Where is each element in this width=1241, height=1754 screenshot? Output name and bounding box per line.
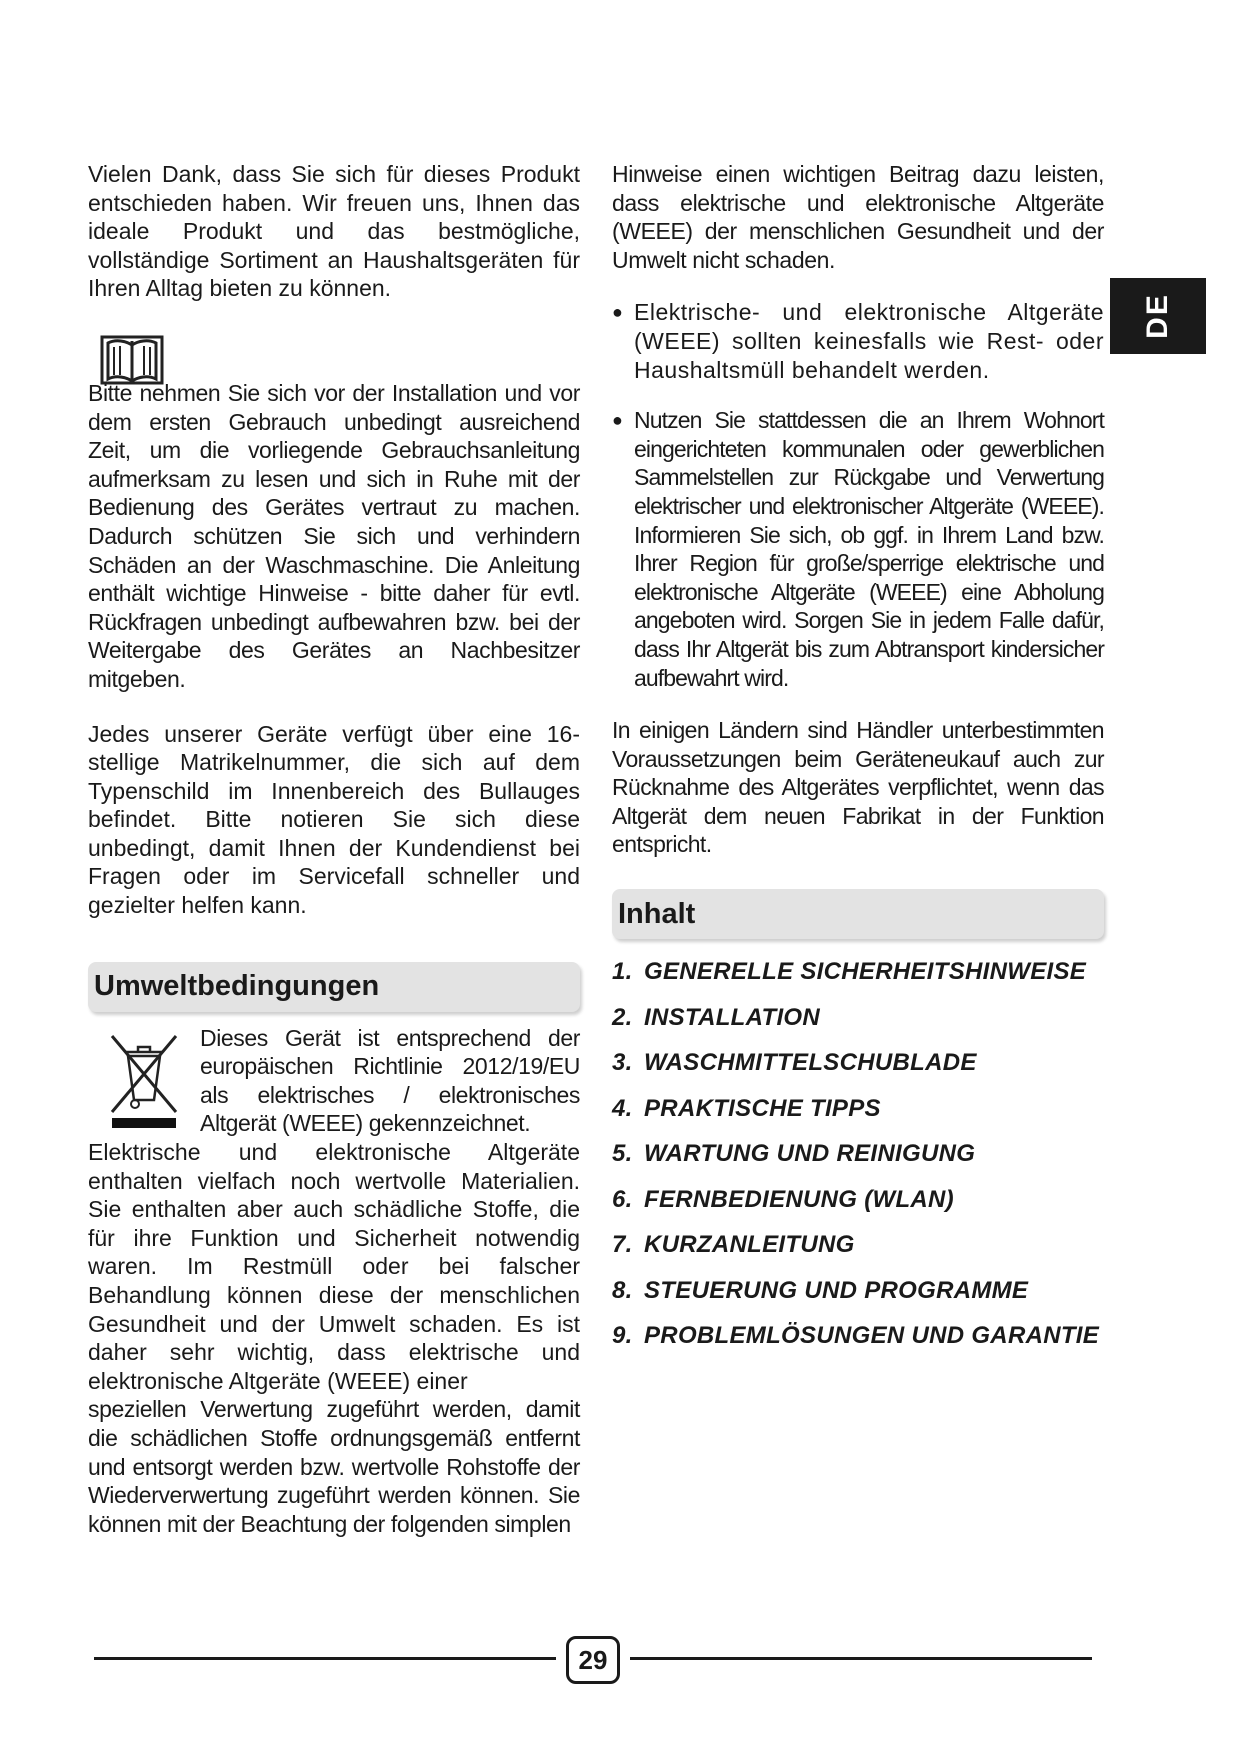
toc-item[interactable]: 9. PROBLEMLÖSUNGEN UND GARANTIE — [612, 1322, 1100, 1350]
language-tab-label: DE — [1141, 293, 1174, 339]
toc-item[interactable]: 8. STEUERUNG UND PROGRAMME — [612, 1276, 1029, 1304]
toc-item[interactable]: 1. GENERELLE SICHERHEITSHINWEISE — [612, 958, 1087, 986]
continuation-paragraph: Hinweise einen wichtigen Beitrag dazu leisten, dass elektrische und elektronische Altgeräte (WEEE) der menschlichen Gesundheit und der Umwelt nicht schaden. — [612, 161, 1104, 273]
right-column — [612, 160, 1104, 1359]
toc-item[interactable]: 3. WASCHMITTELSCHUBLADE — [612, 1049, 977, 1077]
toc-item[interactable]: 2. INSTALLATION — [612, 1003, 821, 1031]
weee-intro-paragraph: Dieses Gerät ist entsprechend der europäischen Richtlinie 2012/19/EU als elektrisches / elektronisches Altgerät (WEEE) gekennzeichnet. — [200, 1024, 580, 1137]
left-column — [88, 160, 580, 1538]
manual-note-paragraph: Bitte nehmen Sie sich vor der Installation und vor dem ersten Gebrauch unbedingt ausreichend Zeit, um die vorliegende Gebrauchsanleitung aufmerksam zu lesen und sich in Ruhe mit der Bedienung des Gerätes vertraut zu machen. Dadurch schützen Sie sich und verhindern Schäden an der Waschmaschine. Die Anleitung enthält wichtige Hinweise - bitte daher für evtl. Rückfragen unbedingt aufbewahren bzw. bei der Weitergabe des Gerätes an Nachbesitzer mitgeben. — [88, 379, 580, 692]
environment-heading-bar — [88, 962, 580, 1012]
bullet-dot-icon: ● — [612, 410, 623, 431]
manual-note-block — [88, 333, 580, 694]
intro-paragraph: Vielen Dank, dass Sie sich für dieses Produkt entschieden haben. Wir freuen uns, Ihnen das ideale Produkt und das bestmögliche, vollständige Sortiment an Haushaltsgeräten für Ihren Alltag bieten zu können. — [88, 161, 580, 302]
toc-item[interactable]: 4. PRAKTISCHE TIPPS — [612, 1094, 881, 1122]
environment-heading: Umweltbedingungen — [94, 970, 380, 1003]
toc-item[interactable]: 6. FERNBEDIENUNG (WLAN) — [612, 1185, 954, 1213]
toc-item[interactable]: 5. WARTUNG UND REINIGUNG — [612, 1140, 976, 1168]
language-tab — [1110, 278, 1206, 354]
contents-heading: Inhalt — [618, 897, 696, 930]
weee-body-paragraph: Elektrische und elektronische Altgeräte enthalten vielfach noch wertvolle Materialien. Sie enthalten aber auch schädliche Stoffe, die für ihre Funktion und Sicherheit notwendig waren. Im Restmüll oder bei falscher Behandlung können diese der menschlichen Gesundheit und der Umwelt schaden. Es ist daher sehr wichtig, dass elektrische und elektronische Altgeräte (WEEE) einer — [88, 1139, 580, 1394]
retailer-paragraph: In einigen Ländern sind Händler unterbestimmten Voraussetzungen beim Geräteneukauf auch zur Rücknahme des Altgerätes verpflichtet, wenn das Altgerät dem neuen Fabrikat in der Funktion entspricht. — [612, 717, 1104, 858]
contents-heading-bar — [612, 889, 1104, 939]
open-book-icon — [100, 333, 164, 389]
footer-divider-left — [94, 1657, 556, 1660]
weee-block — [88, 1024, 580, 1539]
crossed-out-bin-icon — [108, 1030, 180, 1130]
bullet-text: Elektrische- und elektronische Altgeräte (WEEE) sollten keinesfalls wie Rest- oder Haushaltsmüll behandelt werden. — [634, 299, 1104, 383]
toc-item[interactable]: 7. KURZANLEITUNG — [612, 1231, 855, 1259]
bullet-text: Nutzen Sie stattdessen die an Ihrem Wohnort eingerichteten kommunalen oder gewerblichen Sammelstellen zur Rückgabe und Verwertung elektrischer und elektronischer Altgeräte (WEEE). Informieren Sie sich, ob ggf. in Ihrem Land bzw. Ihrer Region für große/sperrige elektrische und elektronische Altgeräte (WEEE) eine Abholung angeboten wird. Sorgen Sie in jedem Falle dafür, dass Ihr Altgerät bis zum Abtransport kindersicher aufbewahrt wird. — [634, 407, 1104, 691]
bullet-dot-icon: ● — [612, 302, 623, 323]
footer-divider-right — [630, 1657, 1092, 1660]
serial-number-paragraph: Jedes unserer Geräte verfügt über eine 16-stellige Matrikelnummer, die sich auf dem Typenschild im Innenbereich des Bullauges befindet. Bitte notieren Sie sich diese unbedingt, damit Ihnen der Kundendienst bei Fragen oder im Servicefall schneller und gezielter helfen kann. — [88, 720, 580, 919]
page-number: 29 — [566, 1636, 620, 1684]
bullet-item — [612, 298, 1104, 384]
weee-body-paragraph-continued: speziellen Verwertung zugeführt werden, damit die schädlichen Stoffe ordnungsgemäß entfernt und entsorgt werden bzw. wertvolle Rohstoffe der Wiederverwertung zugeführt werden können. Sie können mit der Beachtung der folgenden simplen — [88, 1396, 580, 1537]
table-of-contents — [612, 949, 1104, 1359]
bullet-item — [612, 406, 1104, 692]
